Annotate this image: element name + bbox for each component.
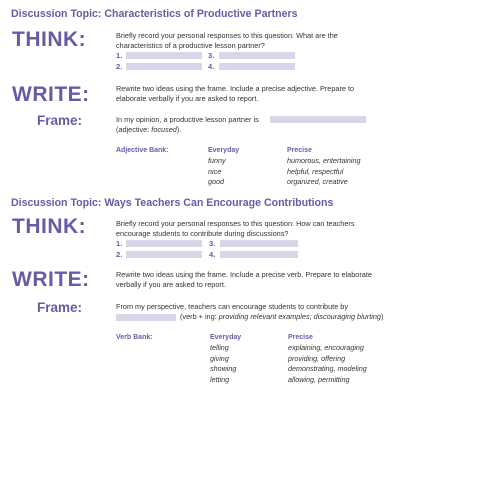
list-item: explaining, encouraging <box>288 343 364 352</box>
list-item: nice <box>208 166 222 176</box>
section2-write-label: WRITE: <box>12 268 90 291</box>
section2-frame-example: providing relevant examples; discouraging blurting <box>218 312 381 321</box>
section1-response-3-field[interactable] <box>219 52 295 59</box>
list-item: letting <box>210 374 230 384</box>
section2-precise-header: Precise <box>288 334 313 341</box>
section1-frame-label: Frame: <box>37 113 83 128</box>
section2-write-line1: Rewrite two ideas using the frame. Include a precise verb. Prepare to elaborate <box>116 270 372 279</box>
section1-num-3: 3. <box>208 51 215 60</box>
section2-frame-line1: From my perspective, teachers can encourage students to contribute by <box>116 302 348 311</box>
section2-think-line1: Briefly record your personal responses to this question: How can teachers <box>116 219 355 228</box>
section2-num-2: 2. <box>116 250 123 259</box>
list-item: allowing, permitting <box>288 374 350 384</box>
list-item: demonstrating, modeling <box>288 364 367 374</box>
section2-response-3-field[interactable] <box>220 240 298 247</box>
section2-num-1: 1. <box>116 239 123 248</box>
list-item: giving <box>210 353 229 363</box>
section1-response-4-field[interactable] <box>219 63 295 70</box>
section2-topic-heading: Discussion Topic: Ways Teachers Can Encourage Contributions <box>11 197 334 209</box>
section1-think-label: THINK: <box>12 28 87 51</box>
section1-num-1: 1. <box>116 51 123 60</box>
section1-think-line1: Briefly record your personal responses to this question: What are the <box>116 31 338 40</box>
section1-num-2: 2. <box>116 62 123 71</box>
section2-bank-label: Verb Bank: <box>116 334 153 341</box>
list-item: good <box>208 177 224 187</box>
section1-frame-example: focused <box>151 125 177 134</box>
section2-everyday-list <box>210 343 236 385</box>
section2-frame-blank-field[interactable] <box>116 314 176 321</box>
list-item: showing <box>210 364 237 374</box>
section2-write-prompt <box>116 270 372 289</box>
list-item: telling <box>210 343 229 352</box>
section1-frame-line2-post: ). <box>176 125 182 134</box>
section2-everyday-header: Everyday <box>210 334 242 341</box>
section1-everyday-header: Everyday <box>208 147 240 154</box>
list-item: helpful, respectful <box>287 166 344 176</box>
section2-frame-line2 <box>180 312 383 322</box>
section1-precise-list <box>287 156 361 188</box>
section2-frame-label: Frame: <box>37 300 83 315</box>
section2-response-4-field[interactable] <box>220 251 298 258</box>
section1-write-prompt <box>116 84 354 103</box>
section1-frame-blank-field[interactable] <box>270 116 366 123</box>
section1-topic-heading: Discussion Topic: Characteristics of Productive Partners <box>11 8 298 20</box>
section1-think-prompt <box>116 31 338 50</box>
section1-response-1-field[interactable] <box>126 52 202 59</box>
list-item: humorous, entertaining <box>287 156 361 165</box>
list-item: providing, offering <box>288 353 346 363</box>
section1-frame-line2 <box>116 125 181 135</box>
section2-think-prompt <box>116 219 355 238</box>
section1-frame-line2-pre: (adjective: <box>116 125 152 134</box>
section1-write-line2: elaborate verbally if you are asked to report. <box>116 93 259 103</box>
section2-num-4: 4. <box>209 250 216 259</box>
list-item: funny <box>208 156 226 165</box>
list-item: organized, creative <box>287 177 348 187</box>
section1-num-4: 4. <box>208 62 215 71</box>
section2-think-line2: encourage students to contribute during discussions? <box>116 228 289 238</box>
section2-think-label: THINK: <box>12 215 87 238</box>
section1-bank-label: Adjective Bank: <box>116 147 169 154</box>
section1-think-line2: characteristics of a productive lesson partner? <box>116 40 265 50</box>
section2-num-3: 3. <box>209 239 216 248</box>
section1-precise-header: Precise <box>287 147 312 154</box>
section1-frame-line1: In my opinion, a productive lesson partner is <box>116 115 259 124</box>
section2-precise-list <box>288 343 367 385</box>
section2-response-1-field[interactable] <box>126 240 202 247</box>
section1-write-line1: Rewrite two ideas using the frame. Include a precise adjective. Prepare to <box>116 84 355 93</box>
section1-everyday-list <box>208 156 226 188</box>
section1-write-label: WRITE: <box>12 83 90 106</box>
section2-response-2-field[interactable] <box>126 251 202 258</box>
section1-response-2-field[interactable] <box>126 63 202 70</box>
section2-write-line2: verbally if you are asked to report. <box>116 279 226 289</box>
section2-frame-line2-post: ) <box>380 312 384 321</box>
section2-frame-line2-pre: (verb + ing: <box>180 312 219 321</box>
